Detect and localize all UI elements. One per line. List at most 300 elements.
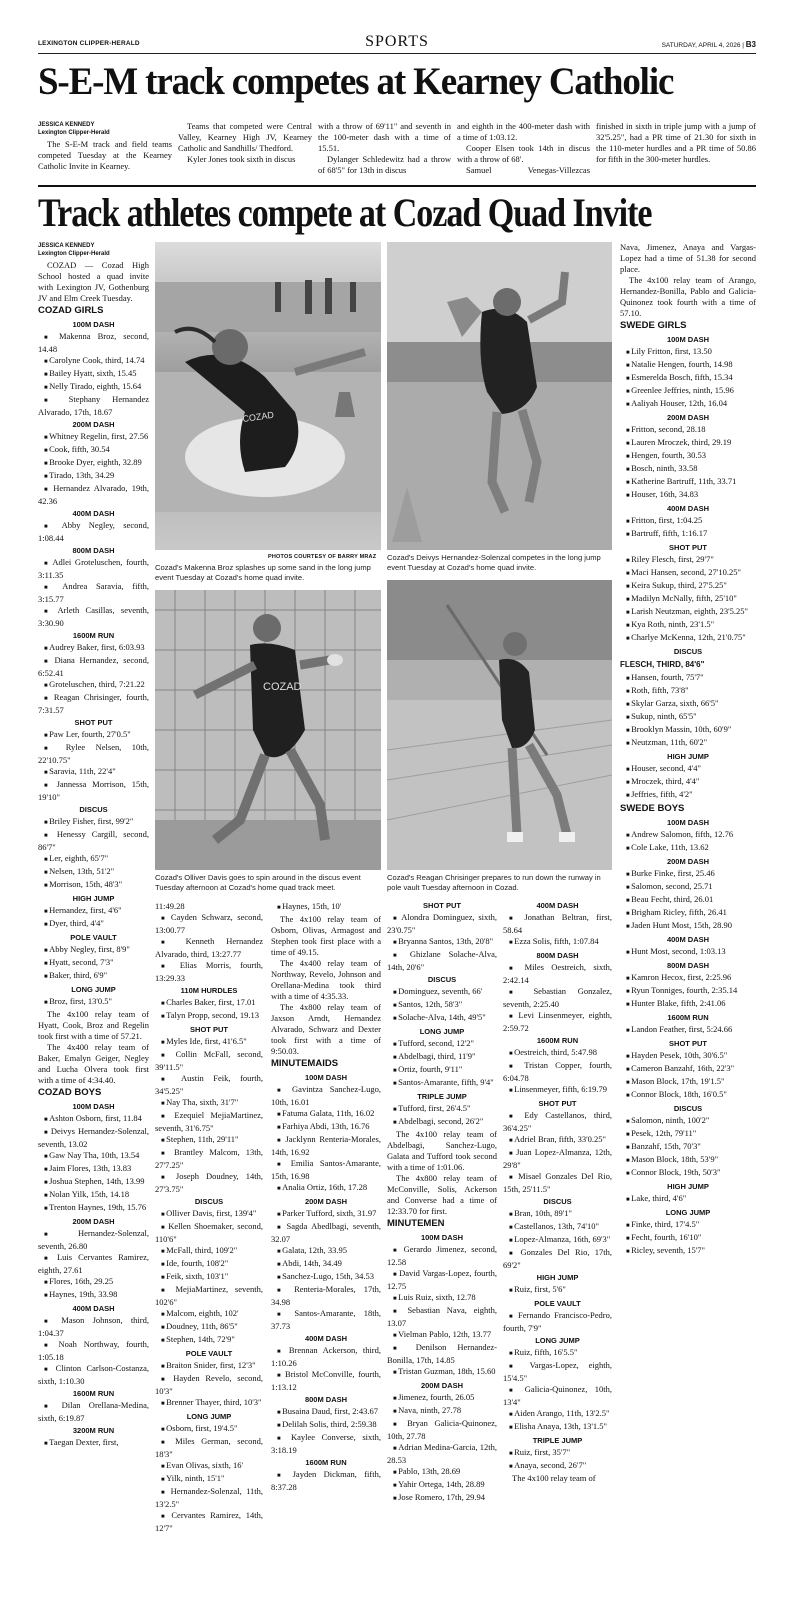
result-item: ■ Abby Negley, second, 1:08.44 <box>38 520 149 544</box>
photo-caption-1: Cozad's Makenna Broz splashes up some sand in the long jump event Tuesday at Cozad's home quad invite. <box>155 563 371 582</box>
result-item: ■ Houser, second, 4'4" <box>620 763 756 776</box>
event-heading: 110M HURDLES <box>180 986 238 995</box>
result-item: ■ Hernandez-Solenzal, 11th, 13'2.5" <box>155 1486 263 1510</box>
result-item: ■ Banzahf, 15th, 70'3" <box>620 1141 756 1154</box>
result-item: ■ Farhiya Abdi, 13th, 16.76 <box>271 1121 381 1134</box>
result-item: ■ Bristol McConville, fourth, 1:13.12 <box>271 1369 381 1393</box>
result-item: ■ Joshua Stephen, 14th, 13.99 <box>38 1176 149 1189</box>
result-item: ■ Abdelbagi, third, 11'9" <box>387 1051 497 1064</box>
result-item: ■ Pesek, 12th, 79'11" <box>620 1128 756 1141</box>
story1-paragraph: Dylanger Schledewitz had a throw of 68'5" for 13th in discus <box>318 154 451 175</box>
result-item: ■ Santos-Amarante, fifth, 9'4" <box>387 1077 497 1090</box>
result-item: ■ David Vargas-Lopez, fourth, 12.75 <box>387 1268 497 1292</box>
result-item: ■ McFall, third, 109'2" <box>155 1245 263 1258</box>
result-item: ■ Emilia Santos-Amarante, 15th, 16.98 <box>271 1158 381 1182</box>
event-subheading: FLESCH, THIRD, 84'6" <box>620 660 705 669</box>
result-item: ■ Fritton, first, 1:04.25 <box>620 515 756 528</box>
relay-paragraph: The 4x400 relay team of Baker, Emalyn Geiger, Negley and Lucha Olvera took first with a time of 4:34.40. <box>38 1042 149 1085</box>
result-item: ■ Brennan Ackerson, third, 1:10.26 <box>271 1345 381 1369</box>
result-item: ■ Ashton Osborn, first, 11.84 <box>38 1113 149 1126</box>
result-item: ■ Natalie Hengen, fourth, 14.98 <box>620 359 756 372</box>
event-heading: 200M DASH <box>304 1197 348 1206</box>
jersey-text: COZAD <box>263 681 302 693</box>
result-item: ■ Cook, fifth, 30.54 <box>38 444 149 457</box>
result-item: ■ Andrew Salomon, fifth, 12.76 <box>620 829 756 842</box>
event-heading: 800M DASH <box>72 546 115 555</box>
result-item: ■ Collin McFall, second, 39'11.5" <box>155 1049 263 1073</box>
result-item: ■ Larish Neutzman, eighth, 23'5.25" <box>620 606 756 619</box>
event-heading: 1600M RUN <box>305 1458 347 1467</box>
event-heading: LONG JUMP <box>535 1336 580 1345</box>
result-item: ■ Kamron Hecox, first, 2:25.96 <box>620 972 756 985</box>
story2-byline: JESSICA KENNEDY <box>38 243 95 249</box>
result-item: ■ Oestreich, third, 5:47.98 <box>503 1047 612 1060</box>
event-heading: 1600M RUN <box>536 1036 579 1045</box>
event-heading: 200M DASH <box>72 1217 115 1226</box>
result-item: ■ Brantley Malcom, 13th, 27'7.25" <box>155 1147 263 1171</box>
result-item: ■ Stephen, 14th, 72'9" <box>155 1334 263 1347</box>
result-item: ■ Jayden Dickman, fifth, 8:37.28 <box>271 1469 381 1493</box>
result-item: ■ Vargas-Lopez, eighth, 15'4.5" <box>503 1360 612 1384</box>
result-item: ■ Jose Romero, 17th, 29.94 <box>387 1492 497 1505</box>
event-heading: SHOT PUT <box>538 1099 577 1108</box>
event-heading: 800M DASH <box>304 1395 348 1404</box>
team-heading: COZAD GIRLS <box>38 305 104 316</box>
result-item: ■ Brigham Ricley, fifth, 26.41 <box>620 907 756 920</box>
result-item: ■ Vielman Pablo, 12th, 13.77 <box>387 1329 497 1342</box>
result-item: ■ Andrea Saravia, fifth, 3:15.77 <box>38 581 149 605</box>
result-item: ■ Hernandez, first, 4'6" <box>38 905 149 918</box>
result-item: ■ Ruiz, first, 35'7" <box>503 1447 612 1460</box>
relay-paragraph: The 4x100 relay team of Osborn, Olivas, Armagost and Stephen took first place with a time of 49.15. <box>271 914 381 957</box>
result-item: ■ Hengen, fourth, 30.53 <box>620 450 756 463</box>
story1-paragraph: Kyler Jones took sixth in discus <box>187 154 296 164</box>
result-item: ■ Santos, 12th, 58'3" <box>387 999 497 1012</box>
result-item: ■ Gonzales Del Rio, 17th, 69'2" <box>503 1247 612 1271</box>
result-item: ■ Haynes, 15th, 10' <box>271 901 381 914</box>
result-item: ■ Hunter Blake, fifth, 2:41.06 <box>620 998 756 1011</box>
result-item: ■ Sebastian Nava, eighth, 13.07 <box>387 1305 497 1329</box>
team-heading: MINUTEMAIDS <box>271 1058 339 1069</box>
result-item: ■ Skylar Garza, sixth, 66'5" <box>620 698 756 711</box>
result-item: ■ Briley Fisher, first, 99'2" <box>38 816 149 829</box>
result-item: ■ Hunt Most, second, 1:03.13 <box>620 946 756 959</box>
event-heading: TRIPLE JUMP <box>532 1436 583 1445</box>
result-item: ■ Braiton Snider, first, 12'3" <box>155 1360 263 1373</box>
result-item: ■ Ortiz, fourth, 9'11" <box>387 1064 497 1077</box>
result-item: ■ Abdelbagi, second, 26'2" <box>387 1116 497 1129</box>
event-heading: 200M DASH <box>420 1381 464 1390</box>
result-item: ■ Doudney, 11th, 86'5" <box>155 1321 263 1334</box>
result-item: ■ Yahir Ortega, 14th, 28.89 <box>387 1479 497 1492</box>
event-heading: 100M DASH <box>666 335 710 344</box>
result-item: ■ Luis Cervantes Ramirez, eighth, 27.61 <box>38 1252 149 1276</box>
result-item: ■ Dominguez, seventh, 66' <box>387 986 497 999</box>
result-item: ■ Charlye McKenna, 12th, 21'0.75" <box>620 632 756 645</box>
result-item: ■ Ryun Tonniges, fourth, 2:35.14 <box>620 985 756 998</box>
result-item: ■ Ezequiel MejiaMartinez, seventh, 31'6.75" <box>155 1110 263 1134</box>
result-item: ■ Santos-Amarante, 18th, 37.73 <box>271 1308 381 1332</box>
result-item: ■ Whitney Regelin, first, 27.56 <box>38 431 149 444</box>
event-heading: DISCUS <box>194 1197 224 1206</box>
photo-long-jump-girl <box>155 242 381 550</box>
event-heading: SHOT PUT <box>423 901 461 910</box>
result-item: ■ Mason Block, 17th, 19'1.5" <box>620 1076 756 1089</box>
event-heading: TRIPLE JUMP <box>417 1092 467 1101</box>
result-item: ■ Ruiz, first, 5'6" <box>503 1284 612 1297</box>
result-item: ■ Talyn Propp, second, 19.13 <box>155 1010 263 1023</box>
result-item: ■ Stephen, 11th, 29'11" <box>155 1134 263 1147</box>
event-heading: 100M DASH <box>72 1102 115 1111</box>
result-item: ■ Clinton Carlson-Costanza, sixth, 1:10.30 <box>38 1363 149 1387</box>
result-item: ■ Ezza Solis, fifth, 1:07.84 <box>503 936 612 949</box>
result-item: ■ Mason Johnson, third, 1:04.37 <box>38 1315 149 1339</box>
result-item: ■ Jannessa Morrison, 15th, 19'10" <box>38 779 149 803</box>
result-item: ■ Greenlee Jeffries, ninth, 15.96 <box>620 385 756 398</box>
result-item: ■ Saravia, 11th, 22'4" <box>38 766 149 779</box>
result-item: ■ Lopez-Almanza, 16th, 69'3" <box>503 1234 612 1247</box>
event-heading: 200M DASH <box>666 413 710 422</box>
result-item: ■ Sukup, ninth, 65'5" <box>620 711 756 724</box>
result-item: ■ Brooklyn Massin, 10th, 60'9" <box>620 724 756 737</box>
results-column-1 <box>38 242 149 1614</box>
relay-paragraph: The 4x800 relay team of McConville, Solis, Ackerson and Converse had a time of 12:33.70 for first. <box>387 1173 497 1216</box>
result-item: ■ Audrey Baker, first, 6:03.93 <box>38 642 149 655</box>
story1-paragraph: and eighth in the 400-meter dash with a time of 1:03.12. <box>457 121 590 142</box>
result-item: ■ Bailey Hyatt, sixth, 15.45 <box>38 368 149 381</box>
result-item: ■ Abby Negley, first, 8'9" <box>38 944 149 957</box>
result-item: ■ Tufford, first, 26'4.5" <box>387 1103 497 1116</box>
event-heading: 400M DASH <box>666 935 710 944</box>
result-item: ■ Pablo, 13th, 28.69 <box>387 1466 497 1479</box>
result-item: ■ Nolan Yilk, 15th, 14.18 <box>38 1189 149 1202</box>
result-item: ■ Aiden Arango, 11th, 13'2.5" <box>503 1408 612 1421</box>
result-item: ■ Tristan Guzman, 18th, 15.60 <box>387 1366 497 1379</box>
result-item: ■ Adlei Groteluschen, fourth, 3:11.35 <box>38 557 149 581</box>
result-item: ■ Beau Fecht, third, 26.01 <box>620 894 756 907</box>
event-heading: HIGH JUMP <box>667 752 709 761</box>
event-heading: 3200M RUN <box>72 1426 115 1435</box>
result-item: ■ Henessy Cargill, second, 86'7" <box>38 829 149 853</box>
event-heading: DISCUS <box>543 1197 572 1206</box>
event-heading: LONG JUMP <box>186 1412 232 1421</box>
result-item: ■ Brenner Thayer, third, 10'3" <box>155 1397 263 1410</box>
result-item: ■ Connor Block, 19th, 50'3" <box>620 1167 756 1180</box>
result-item: ■ Hayden Pesek, 10th, 30'6.5" <box>620 1050 756 1063</box>
result-item: ■ Jaden Hunt Most, 15th, 28.90 <box>620 920 756 933</box>
result-item: ■ Stephany Hernandez Alvarado, 17th, 18.67 <box>38 394 149 418</box>
result-item: ■ Rylee Nelsen, 10th, 22'10.75" <box>38 742 149 766</box>
result-item: ■ Kya Roth, ninth, 23'1.5" <box>620 619 756 632</box>
result-item: ■ Adrian Medina-Garcia, 12th, 28.53 <box>387 1442 497 1466</box>
masthead <box>38 34 756 54</box>
result-item: ■ Tirado, 13th, 34.29 <box>38 470 149 483</box>
result-item: ■ Nava, ninth, 27.78 <box>387 1405 497 1418</box>
result-item: ■ Ler, eighth, 65'7" <box>38 853 149 866</box>
result-item: ■ Juan Lopez-Almanza, 12th, 29'8" <box>503 1147 612 1171</box>
result-item: ■ Cervantes Ramirez, 14th, 12'7" <box>155 1510 263 1534</box>
result-item: ■ Makenna Broz, second, 14.48 <box>38 331 149 355</box>
event-heading: SHOT PUT <box>74 718 113 727</box>
result-item: ■ Salomon, second, 25.71 <box>620 881 756 894</box>
story1-column-1 <box>38 121 172 183</box>
result-item: ■ Dyer, third, 4'4" <box>38 918 149 931</box>
result-item: ■ Elisha Anaya, 13th, 13'1.5" <box>503 1421 612 1434</box>
result-item: ■ Busaina Daud, first, 2:43.67 <box>271 1406 381 1419</box>
event-heading: HIGH JUMP <box>536 1273 579 1282</box>
team-heading: SWEDE GIRLS <box>620 320 687 331</box>
event-heading: LONG JUMP <box>665 1208 711 1217</box>
result-item: ■ Adriel Bran, fifth, 33'0.25" <box>503 1134 612 1147</box>
results-column-6 <box>620 242 756 1614</box>
result-item: ■ Bryanna Santos, 13th, 20'8" <box>387 936 497 949</box>
result-item: ■ Diana Hernandez, second, 6:52.41 <box>38 655 149 679</box>
event-heading: 100M DASH <box>420 1233 464 1242</box>
result-item: ■ Miles German, second, 18'3" <box>155 1436 263 1460</box>
story1-paragraph: Samuel Venegas-Villezcas <box>466 165 590 175</box>
event-heading: POLE VAULT <box>70 933 117 942</box>
photo-caption-3: Cozad's Olliver Davis goes to spin around in the discus event Tuesday afternoon at Cozad's home quad track meet. <box>155 873 361 892</box>
photo-discus-thrower <box>155 590 381 870</box>
story1-column-5 <box>596 121 756 183</box>
result-item: ■ Renteria-Morales, 17th, 34.98 <box>271 1284 381 1308</box>
result-item: ■ Cameron Banzahf, 16th, 22'3" <box>620 1063 756 1076</box>
result-item: ■ Tufford, second, 12'2" <box>387 1038 497 1051</box>
results-column-3 <box>271 901 381 1614</box>
event-heading: 800M DASH <box>536 951 579 960</box>
story1-headline: S-E-M track competes at Kearney Catholic <box>38 60 674 103</box>
result-item: ■ Myles Ide, first, 41'6.5" <box>155 1036 263 1049</box>
continued-text: 11:49.28 <box>155 901 185 911</box>
results-column-4 <box>387 899 497 1614</box>
result-item: ■ Yilk, ninth, 15'1" <box>155 1473 263 1486</box>
event-heading: 400M DASH <box>536 901 579 910</box>
result-item: ■ Cole Lake, 11th, 13.62 <box>620 842 756 855</box>
story1-paragraph: Teams that competed were Central Valley, Kearney High JV, Kearney Catholic and Sandhills/ Thedford. <box>178 121 312 153</box>
section-divider <box>38 185 756 187</box>
result-item: ■ Salomon, ninth, 100'2" <box>620 1115 756 1128</box>
team-heading: MINUTEMEN <box>387 1218 445 1229</box>
event-heading: 1600M RUN <box>72 631 115 640</box>
event-heading: SHOT PUT <box>190 1025 228 1034</box>
result-item: ■ Analia Ortiz, 16th, 17.28 <box>271 1182 381 1195</box>
result-item: ■ Haynes, 19th, 33.98 <box>38 1289 149 1302</box>
result-item: ■ Hyatt, second, 7'3" <box>38 957 149 970</box>
result-item: ■ Feik, sixth, 103'1" <box>155 1271 263 1284</box>
result-item: ■ Aaliyah Houser, 12th, 16.04 <box>620 398 756 411</box>
edition-date: SATURDAY, APRIL 4, 2026 | B3 <box>661 40 756 49</box>
result-item: ■ Taegan Dexter, first, <box>38 1437 149 1450</box>
result-item: ■ Morrison, 15th, 48'3" <box>38 879 149 892</box>
result-item: ■ Nelsen, 13th, 51'2" <box>38 866 149 879</box>
result-item: ■ Reagan Chrisinger, fourth, 7:31.57 <box>38 692 149 716</box>
photo-credit: PHOTOS COURTESY OF BARRY MRAZ <box>268 554 377 560</box>
story1-paragraph: Cooper Elsen took 14th in discus with a throw of 68'. <box>457 143 590 164</box>
story1-outlet: Lexington Clipper-Herald <box>38 130 110 136</box>
result-item: ■ Edy Castellanos, third, 36'4.25" <box>503 1110 612 1134</box>
result-item: ■ Misael Gonzales Del Rio, 15th, 25'11.5" <box>503 1171 612 1195</box>
result-item: ■ Levi Linsenmeyer, eighth, 2:59.72 <box>503 1010 612 1034</box>
event-heading: 100M DASH <box>666 818 710 827</box>
result-item: ■ Fritton, second, 28.18 <box>620 424 756 437</box>
result-item: ■ Linsenmeyer, fifth, 6:19.79 <box>503 1084 612 1097</box>
event-heading: 200M DASH <box>666 857 710 866</box>
story1-paragraph: with a throw of 69'11" and seventh in the 100-meter dash with a time of 15.51. <box>318 121 451 153</box>
results-column-5 <box>503 899 612 1614</box>
result-item: ■ Groteluschen, third, 7:21.22 <box>38 679 149 692</box>
event-heading: 1600M RUN <box>72 1389 115 1398</box>
story2-intro: COZAD — Cozad High School hosted a quad invite with Lexington JV, Gothenburg JV and Elm Creek Tuesday. <box>38 260 149 303</box>
result-item: ■ Brooke Dyer, eighth, 32.89 <box>38 457 149 470</box>
event-heading: POLE VAULT <box>185 1349 233 1358</box>
result-item: ■ Osborn, first, 19'4.5" <box>155 1423 263 1436</box>
result-item: ■ Lauren Mroczek, third, 29.19 <box>620 437 756 450</box>
event-heading: 400M DASH <box>666 504 710 513</box>
result-item: ■ Ricley, seventh, 15'7" <box>620 1245 756 1258</box>
story2-outlet: Lexington Clipper-Herald <box>38 251 110 257</box>
result-item: ■ Fecht, fourth, 16'10" <box>620 1232 756 1245</box>
result-item: ■ Alondra Dominguez, sixth, 23'0.75" <box>387 912 497 936</box>
relay-paragraph: The 4x400 relay team of Northway, Revelo, Johnson and Orellana-Medina took third with a time of 4:35.33. <box>271 958 381 1001</box>
result-item: ■ Joseph Doudney, 14th, 27'3.75" <box>155 1171 263 1195</box>
result-item: ■ Deivys Hernandez-Solenzal, seventh, 13.02 <box>38 1126 149 1150</box>
event-heading: SHOT PUT <box>669 1039 707 1048</box>
result-item: ■ Miles Oestreich, sixth, 2:42.14 <box>503 962 612 986</box>
result-item: ■ Hayden Revelo, second, 10'3" <box>155 1373 263 1397</box>
result-item: ■ Galicia-Quinonez, 10th, 13'4" <box>503 1384 612 1408</box>
result-item: ■ Burke Finke, first, 25.46 <box>620 868 756 881</box>
result-item: ■ Tristan Copper, fourth, 6:04.78 <box>503 1060 612 1084</box>
result-item: ■ Neutzman, 11th, 60'2" <box>620 737 756 750</box>
result-item: ■ Lily Fritton, first, 13.50 <box>620 346 756 359</box>
result-item: ■ Maci Hansen, second, 27'10.25" <box>620 567 756 580</box>
newspaper-name: LEXINGTON CLIPPER-HERALD <box>38 40 140 47</box>
story1-column-2 <box>178 121 312 183</box>
photo-caption-2: Cozad's Deivys Hernandez-Solenzal competes in the long jump event Tuesday at Cozad's home quad invite. <box>387 553 601 572</box>
result-item: ■ Flores, 16th, 29.25 <box>38 1276 149 1289</box>
result-item: ■ Keira Sukup, third, 27'5.25" <box>620 580 756 593</box>
result-item: ■ Connor Block, 18th, 16'0.5" <box>620 1089 756 1102</box>
event-heading: LONG JUMP <box>419 1027 465 1036</box>
result-item: ■ Ghizlane Solache-Alva, 14th, 20'6" <box>387 949 497 973</box>
event-heading: DISCUS <box>79 805 108 814</box>
result-item: ■ Arleth Casillas, seventh, 3:30.90 <box>38 605 149 629</box>
result-item: ■ Sebastian Gonzalez, seventh, 2:25.40 <box>503 986 612 1010</box>
jersey-text: COZAD <box>241 409 275 424</box>
result-item: ■ Hansen, fourth, 75'7" <box>620 672 756 685</box>
result-item: ■ Noah Northway, fourth, 1:05.18 <box>38 1339 149 1363</box>
relay-paragraph: The 4x100 relay team of <box>512 1473 596 1483</box>
result-item: ■ Galata, 12th, 33.95 <box>271 1245 381 1258</box>
relay-paragraph: The 4x100 relay team of Arango, Hernandez-Bonilla, Pablo and Galicia-Quinonez took fourth with a time of 57.10. <box>620 275 756 318</box>
result-item: ■ Dilan Orellana-Medina, sixth, 6:19.87 <box>38 1400 149 1424</box>
team-heading: COZAD BOYS <box>38 1087 102 1098</box>
event-heading: DISCUS <box>673 1104 703 1113</box>
event-heading: HIGH JUMP <box>72 894 115 903</box>
result-item: ■ Jaim Flores, 13th, 13.83 <box>38 1163 149 1176</box>
photo-pole-vaulter <box>387 580 612 870</box>
result-item: ■ Delilah Solis, third, 2:59.38 <box>271 1419 381 1432</box>
result-item: ■ Houser, 16th, 34.83 <box>620 489 756 502</box>
result-item: ■ Baker, third, 6'9" <box>38 970 149 983</box>
result-item: ■ Evan Olivas, sixth, 16' <box>155 1460 263 1473</box>
result-item: ■ Kenneth Hernandez Alvarado, third, 13:27.77 <box>155 936 263 960</box>
result-item: ■ Sagda Abedlbagi, seventh, 32.07 <box>271 1221 381 1245</box>
result-item: ■ Mroczek, third, 4'4" <box>620 776 756 789</box>
event-heading: 100M DASH <box>304 1073 348 1082</box>
story1-column-4 <box>457 121 590 183</box>
result-item: ■ Denilson Hernandez-Bonilla, 17th, 14.85 <box>387 1342 497 1366</box>
photo-caption-4: Cozad's Reagan Chrisinger prepares to run down the runway in pole vault Tuesday afternoon in Cozad. <box>387 873 601 892</box>
result-item: ■ Madilyn McNally, fifth, 25'10" <box>620 593 756 606</box>
result-item: ■ Hernandez Alvarado, 19th, 42.36 <box>38 483 149 507</box>
result-item: ■ Bran, 10th, 89'1" <box>503 1208 612 1221</box>
result-item: ■ Bartruff, fifth, 1:16.17 <box>620 528 756 541</box>
story1-paragraph: The S-E-M track and field teams competed Tuesday at the Kearney Catholic Invite in Kearney. <box>38 139 172 171</box>
result-item: ■ Castellanos, 13th, 74'10" <box>503 1221 612 1234</box>
result-item: ■ Luis Ruiz, sixth, 12.78 <box>387 1292 497 1305</box>
result-item: ■ Anaya, second, 26'7" <box>503 1460 612 1473</box>
result-item: ■ Parker Tufford, sixth, 31.97 <box>271 1208 381 1221</box>
story1-paragraph: finished in sixth in triple jump with a jump of 32'5.25", had a PR time of 21.30 for sixth in the 110-meter hurdles and a PR time of 50.86 for fifth in the 300-meter hurdles. <box>596 121 756 164</box>
team-heading: SWEDE BOYS <box>620 803 685 814</box>
result-item: ■ Lake, third, 4'6" <box>620 1193 756 1206</box>
relay-paragraph: The 4x100 relay team of Abdelbagi, Sanchez-Lugo, Galata and Tufford took second with a time of 1:01.06. <box>387 1129 497 1172</box>
event-heading: DISCUS <box>673 647 703 656</box>
page-number: B3 <box>745 40 756 49</box>
result-item: ■ Fatuma Galata, 11th, 16.02 <box>271 1108 381 1121</box>
event-heading: 400M DASH <box>304 1334 348 1343</box>
result-item: ■ Charles Baker, first, 17.01 <box>155 997 263 1010</box>
section-name: SPORTS <box>365 33 429 50</box>
result-item: ■ Nay Tha, sixth, 31'7" <box>155 1097 263 1110</box>
story1-byline: JESSICA KENNEDY <box>38 122 95 128</box>
event-heading: 400M DASH <box>72 1304 115 1313</box>
result-item: ■ Fernando Francisco-Pedro, fourth, 7'9" <box>503 1310 612 1334</box>
result-item: ■ Kellen Shoemaker, second, 110'6" <box>155 1221 263 1245</box>
result-item: ■ Riley Flesch, first, 29'7" <box>620 554 756 567</box>
result-item: ■ Abdi, 14th, 34.49 <box>271 1258 381 1271</box>
result-item: ■ Bosch, ninth, 33.58 <box>620 463 756 476</box>
result-item: ■ Bryan Galicia-Quinonez, 10th, 27.78 <box>387 1418 497 1442</box>
result-item: ■ Finke, third, 17'4.5" <box>620 1219 756 1232</box>
event-heading: HIGH JUMP <box>667 1182 709 1191</box>
result-item: ■ Gavintza Sanchez-Lugo, 10th, 16.01 <box>271 1084 381 1108</box>
result-item: ■ Esmerelda Bosch, fifth, 15.34 <box>620 372 756 385</box>
event-heading: 400M DASH <box>72 509 115 518</box>
result-item: ■ Katherine Bartruff, 11th, 33.71 <box>620 476 756 489</box>
result-item: ■ Trenton Haynes, 19th, 15.76 <box>38 1202 149 1215</box>
event-heading: DISCUS <box>427 975 457 984</box>
event-heading: 100M DASH <box>72 320 115 329</box>
relay-paragraph: The 4x800 relay team of Jaxson Arndt, Hernandez Alvarado, Schwarz and Dexter took first with a time of 9:50.03. <box>271 1002 381 1056</box>
result-item: ■ Sanchez-Lugo, 15th, 34.53 <box>271 1271 381 1284</box>
result-item: ■ Jeffries, fifth, 4'2" <box>620 789 756 802</box>
result-item: ■ Kaylee Converse, sixth, 3:18.19 <box>271 1432 381 1456</box>
result-item: ■ Elias Morris, fourth, 13:29.33 <box>155 960 263 984</box>
photo-long-jump-boy <box>387 242 612 550</box>
event-heading: 800M DASH <box>666 961 710 970</box>
result-item: ■ Nelly Tirado, eighth, 15.64 <box>38 381 149 394</box>
result-item: ■ Austin Feik, fourth, 34'5.25" <box>155 1073 263 1097</box>
result-item: ■ Jonathan Beltran, first, 58.64 <box>503 912 612 936</box>
result-item: ■ MejiaMartinez, seventh, 102'6" <box>155 1284 263 1308</box>
continued-text: Nava, Jimenez, Anaya and Vargas-Lopez had a time of 51.38 for second place. <box>620 242 756 274</box>
event-heading: 200M DASH <box>72 420 115 429</box>
result-item: ■ Gaw Nay Tha, 10th, 13.54 <box>38 1150 149 1163</box>
result-item: ■ Landon Feather, first, 5:24.66 <box>620 1024 756 1037</box>
result-item: ■ Paw Ler, fourth, 27'0.5" <box>38 729 149 742</box>
